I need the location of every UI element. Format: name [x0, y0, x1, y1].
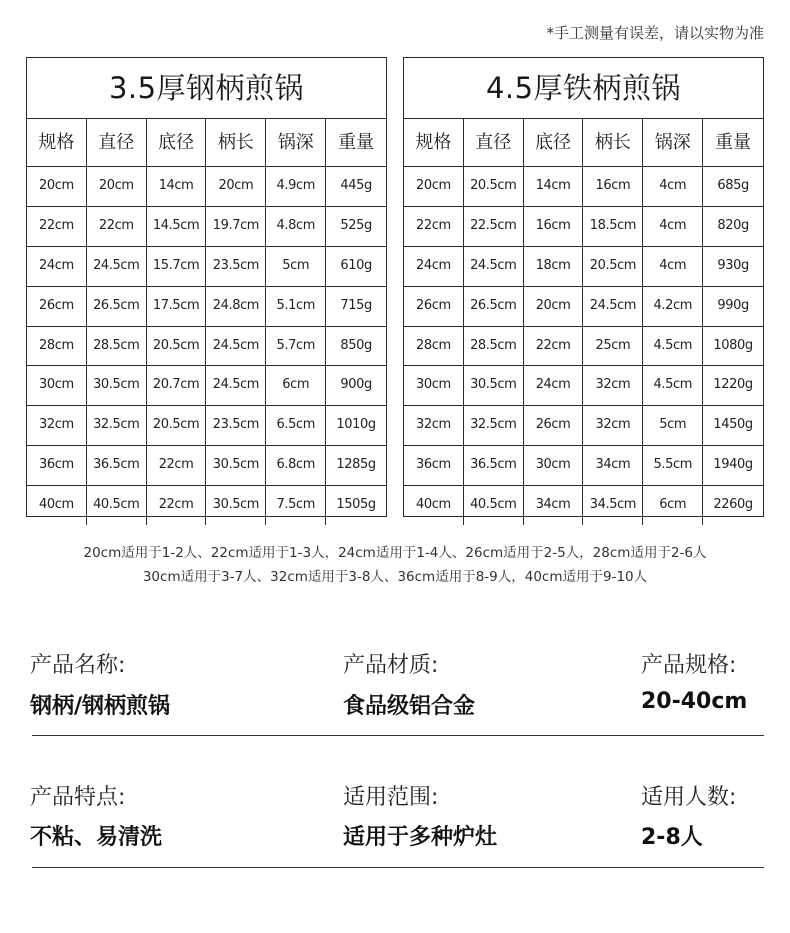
table-cell: 1285g [326, 446, 386, 486]
table-cell: 900g [326, 366, 386, 406]
table-cell: 5cm [266, 247, 326, 287]
table-cell: 30cm [524, 446, 584, 486]
usage-line-2: 30cm适用于3-7人、32cm适用于3-8人、36cm适用于8-9人，40cm适用于9-10人 [142, 569, 648, 585]
table-cell: 4.5cm [643, 327, 703, 367]
table-cell: 22cm [524, 327, 584, 367]
table-cell: 28.5cm [87, 327, 147, 367]
table-cell: 22cm [147, 486, 207, 525]
table-cell: 990g [703, 287, 763, 327]
table-cell: 32.5cm [464, 406, 524, 446]
table-title: 4.5厚铁柄煎锅 [404, 58, 763, 119]
table-cell: 28cm [404, 327, 464, 367]
table-cell: 30cm [404, 366, 464, 406]
table-cell: 23.5cm [206, 406, 266, 446]
product-people-label: 适用人数: [641, 785, 737, 810]
table-cell: 23.5cm [206, 247, 266, 287]
table-cell: 18.5cm [583, 207, 643, 247]
product-scope-label: 适用范围: [343, 785, 439, 810]
table-cell: 14.5cm [147, 207, 207, 247]
table-cell: 30.5cm [206, 446, 266, 486]
table-cell: 20.5cm [147, 327, 207, 367]
table-cell: 1010g [326, 406, 386, 446]
table-cell: 4.8cm [266, 207, 326, 247]
table-cell: 24.5cm [206, 327, 266, 367]
table-cell: 5.1cm [266, 287, 326, 327]
table-grid [27, 119, 386, 525]
table-cell: 26.5cm [87, 287, 147, 327]
table-cell: 32cm [27, 406, 87, 446]
product-feature-value: 不粘、易清洗 [30, 825, 163, 850]
column-header: 规格 [404, 119, 464, 167]
table-cell: 22cm [147, 446, 207, 486]
column-header: 锅深 [266, 119, 326, 167]
table-cell: 6.5cm [266, 406, 326, 446]
table-cell: 32cm [404, 406, 464, 446]
table-cell: 34cm [583, 446, 643, 486]
column-header: 重量 [326, 119, 386, 167]
table-cell: 850g [326, 327, 386, 367]
table-cell: 30cm [27, 366, 87, 406]
table-cell: 24cm [27, 247, 87, 287]
table-cell: 24.5cm [206, 366, 266, 406]
table-cell: 18cm [524, 247, 584, 287]
column-header: 规格 [27, 119, 87, 167]
table-cell: 610g [326, 247, 386, 287]
table-cell: 20.5cm [147, 406, 207, 446]
product-material-label: 产品材质: [343, 653, 439, 678]
table-cell: 40cm [404, 486, 464, 525]
table-cell: 30.5cm [206, 486, 266, 525]
table-cell: 19.7cm [206, 207, 266, 247]
table-cell: 4.2cm [643, 287, 703, 327]
column-header: 底径 [524, 119, 584, 167]
product-feature-label: 产品特点: [30, 785, 126, 810]
column-header: 底径 [147, 119, 207, 167]
divider-bottom [32, 867, 764, 868]
table-cell: 34cm [524, 486, 584, 525]
table-cell: 36cm [27, 446, 87, 486]
table-cell: 1505g [336, 497, 376, 513]
table-cell: 30.5cm [87, 366, 147, 406]
table-cell: 20cm [27, 167, 87, 207]
column-header: 柄长 [206, 119, 266, 167]
table-cell: 24.5cm [464, 247, 524, 287]
table-cell: 40cm [27, 486, 87, 525]
table-cell: 820g [703, 207, 763, 247]
table-cell: 715g [326, 287, 386, 327]
table-cell: 4.9cm [266, 167, 326, 207]
spec-table-steel-handle [26, 57, 387, 517]
table-cell: 5.7cm [266, 327, 326, 367]
table-cell: 36cm [404, 446, 464, 486]
table-cell: 20cm [404, 167, 464, 207]
table-title: 3.5厚钢柄煎锅 [27, 58, 386, 119]
table-cell: 28cm [27, 327, 87, 367]
table-cell: 2260g [713, 497, 753, 513]
product-material-value: 食品级铝合金 [343, 694, 476, 719]
table-cell: 26cm [27, 287, 87, 327]
table-cell: 14cm [524, 167, 584, 207]
product-name-label: 产品名称: [30, 653, 126, 678]
table-cell: 40.5cm [464, 486, 524, 525]
table-cell: 40.5cm [87, 486, 147, 525]
table-cell: 24.8cm [206, 287, 266, 327]
table-cell: 5.5cm [643, 446, 703, 486]
table-cell: 22cm [87, 207, 147, 247]
table-cell: 20cm [87, 167, 147, 207]
product-name-value: 钢柄/钢柄煎锅 [30, 694, 171, 719]
table-cell: 1940g [703, 446, 763, 486]
table-cell: 24.5cm [583, 287, 643, 327]
table-cell: 20.5cm [583, 247, 643, 287]
column-header: 柄长 [583, 119, 643, 167]
table-cell: 4cm [643, 167, 703, 207]
table-cell: 6cm [643, 486, 703, 525]
table-cell: 1220g [703, 366, 763, 406]
table-cell: 445g [326, 167, 386, 207]
spec-table-iron-handle [403, 57, 764, 517]
table-cell: 28.5cm [464, 327, 524, 367]
table-cell: 1450g [703, 406, 763, 446]
divider-top [32, 735, 764, 736]
table-cell: 20cm [206, 167, 266, 207]
table-cell: 4cm [643, 247, 703, 287]
table-cell: 7.5cm [266, 486, 326, 525]
table-cell: 22.5cm [464, 207, 524, 247]
column-header: 直径 [464, 119, 524, 167]
table-cell: 32cm [583, 406, 643, 446]
product-spec-label: 产品规格: [641, 653, 737, 678]
table-cell: 525g [326, 207, 386, 247]
column-header: 锅深 [643, 119, 703, 167]
table-cell: 14cm [147, 167, 207, 207]
table-cell: 20cm [524, 287, 584, 327]
table-cell: 6.8cm [266, 446, 326, 486]
product-scope-value: 适用于多种炉灶 [343, 825, 498, 850]
column-header: 重量 [703, 119, 763, 167]
table-cell: 1080g [703, 327, 763, 367]
usage-line-1: 20cm适用于1-2人、22cm适用于1-3人，24cm适用于1-4人、26cm适用于2-5人，28cm适用于2-6人 [83, 545, 707, 561]
table-grid [404, 119, 763, 525]
table-cell: 25cm [583, 327, 643, 367]
table-cell: 22cm [404, 207, 464, 247]
table-cell: 34.5cm [583, 486, 643, 525]
table-cell: 22cm [27, 207, 87, 247]
table-cell: 5cm [643, 406, 703, 446]
table-cell: 36.5cm [87, 446, 147, 486]
table-cell: 20.5cm [464, 167, 524, 207]
table-cell: 26.5cm [464, 287, 524, 327]
table-cell: 24cm [404, 247, 464, 287]
table-cell: 16cm [583, 167, 643, 207]
table-cell: 685g [703, 167, 763, 207]
table-cell: 930g [703, 247, 763, 287]
table-cell: 24.5cm [87, 247, 147, 287]
column-header: 直径 [87, 119, 147, 167]
table-cell: 16cm [524, 207, 584, 247]
measurement-note: *手工测量有误差，请以实物为准 [546, 24, 764, 42]
table-cell: 36.5cm [464, 446, 524, 486]
product-people-value: 2-8人 [641, 825, 703, 850]
table-cell: 4cm [643, 207, 703, 247]
table-cell: 24cm [524, 366, 584, 406]
table-cell: 26cm [404, 287, 464, 327]
table-cell: 20.7cm [147, 366, 207, 406]
table-cell: 32.5cm [87, 406, 147, 446]
table-cell: 30.5cm [464, 366, 524, 406]
table-cell: 26cm [524, 406, 584, 446]
table-cell: 15.7cm [147, 247, 207, 287]
product-spec-value: 20-40cm [641, 689, 748, 714]
table-cell: 6cm [266, 366, 326, 406]
table-cell: 4.5cm [643, 366, 703, 406]
table-cell: 32cm [583, 366, 643, 406]
table-cell: 17.5cm [147, 287, 207, 327]
